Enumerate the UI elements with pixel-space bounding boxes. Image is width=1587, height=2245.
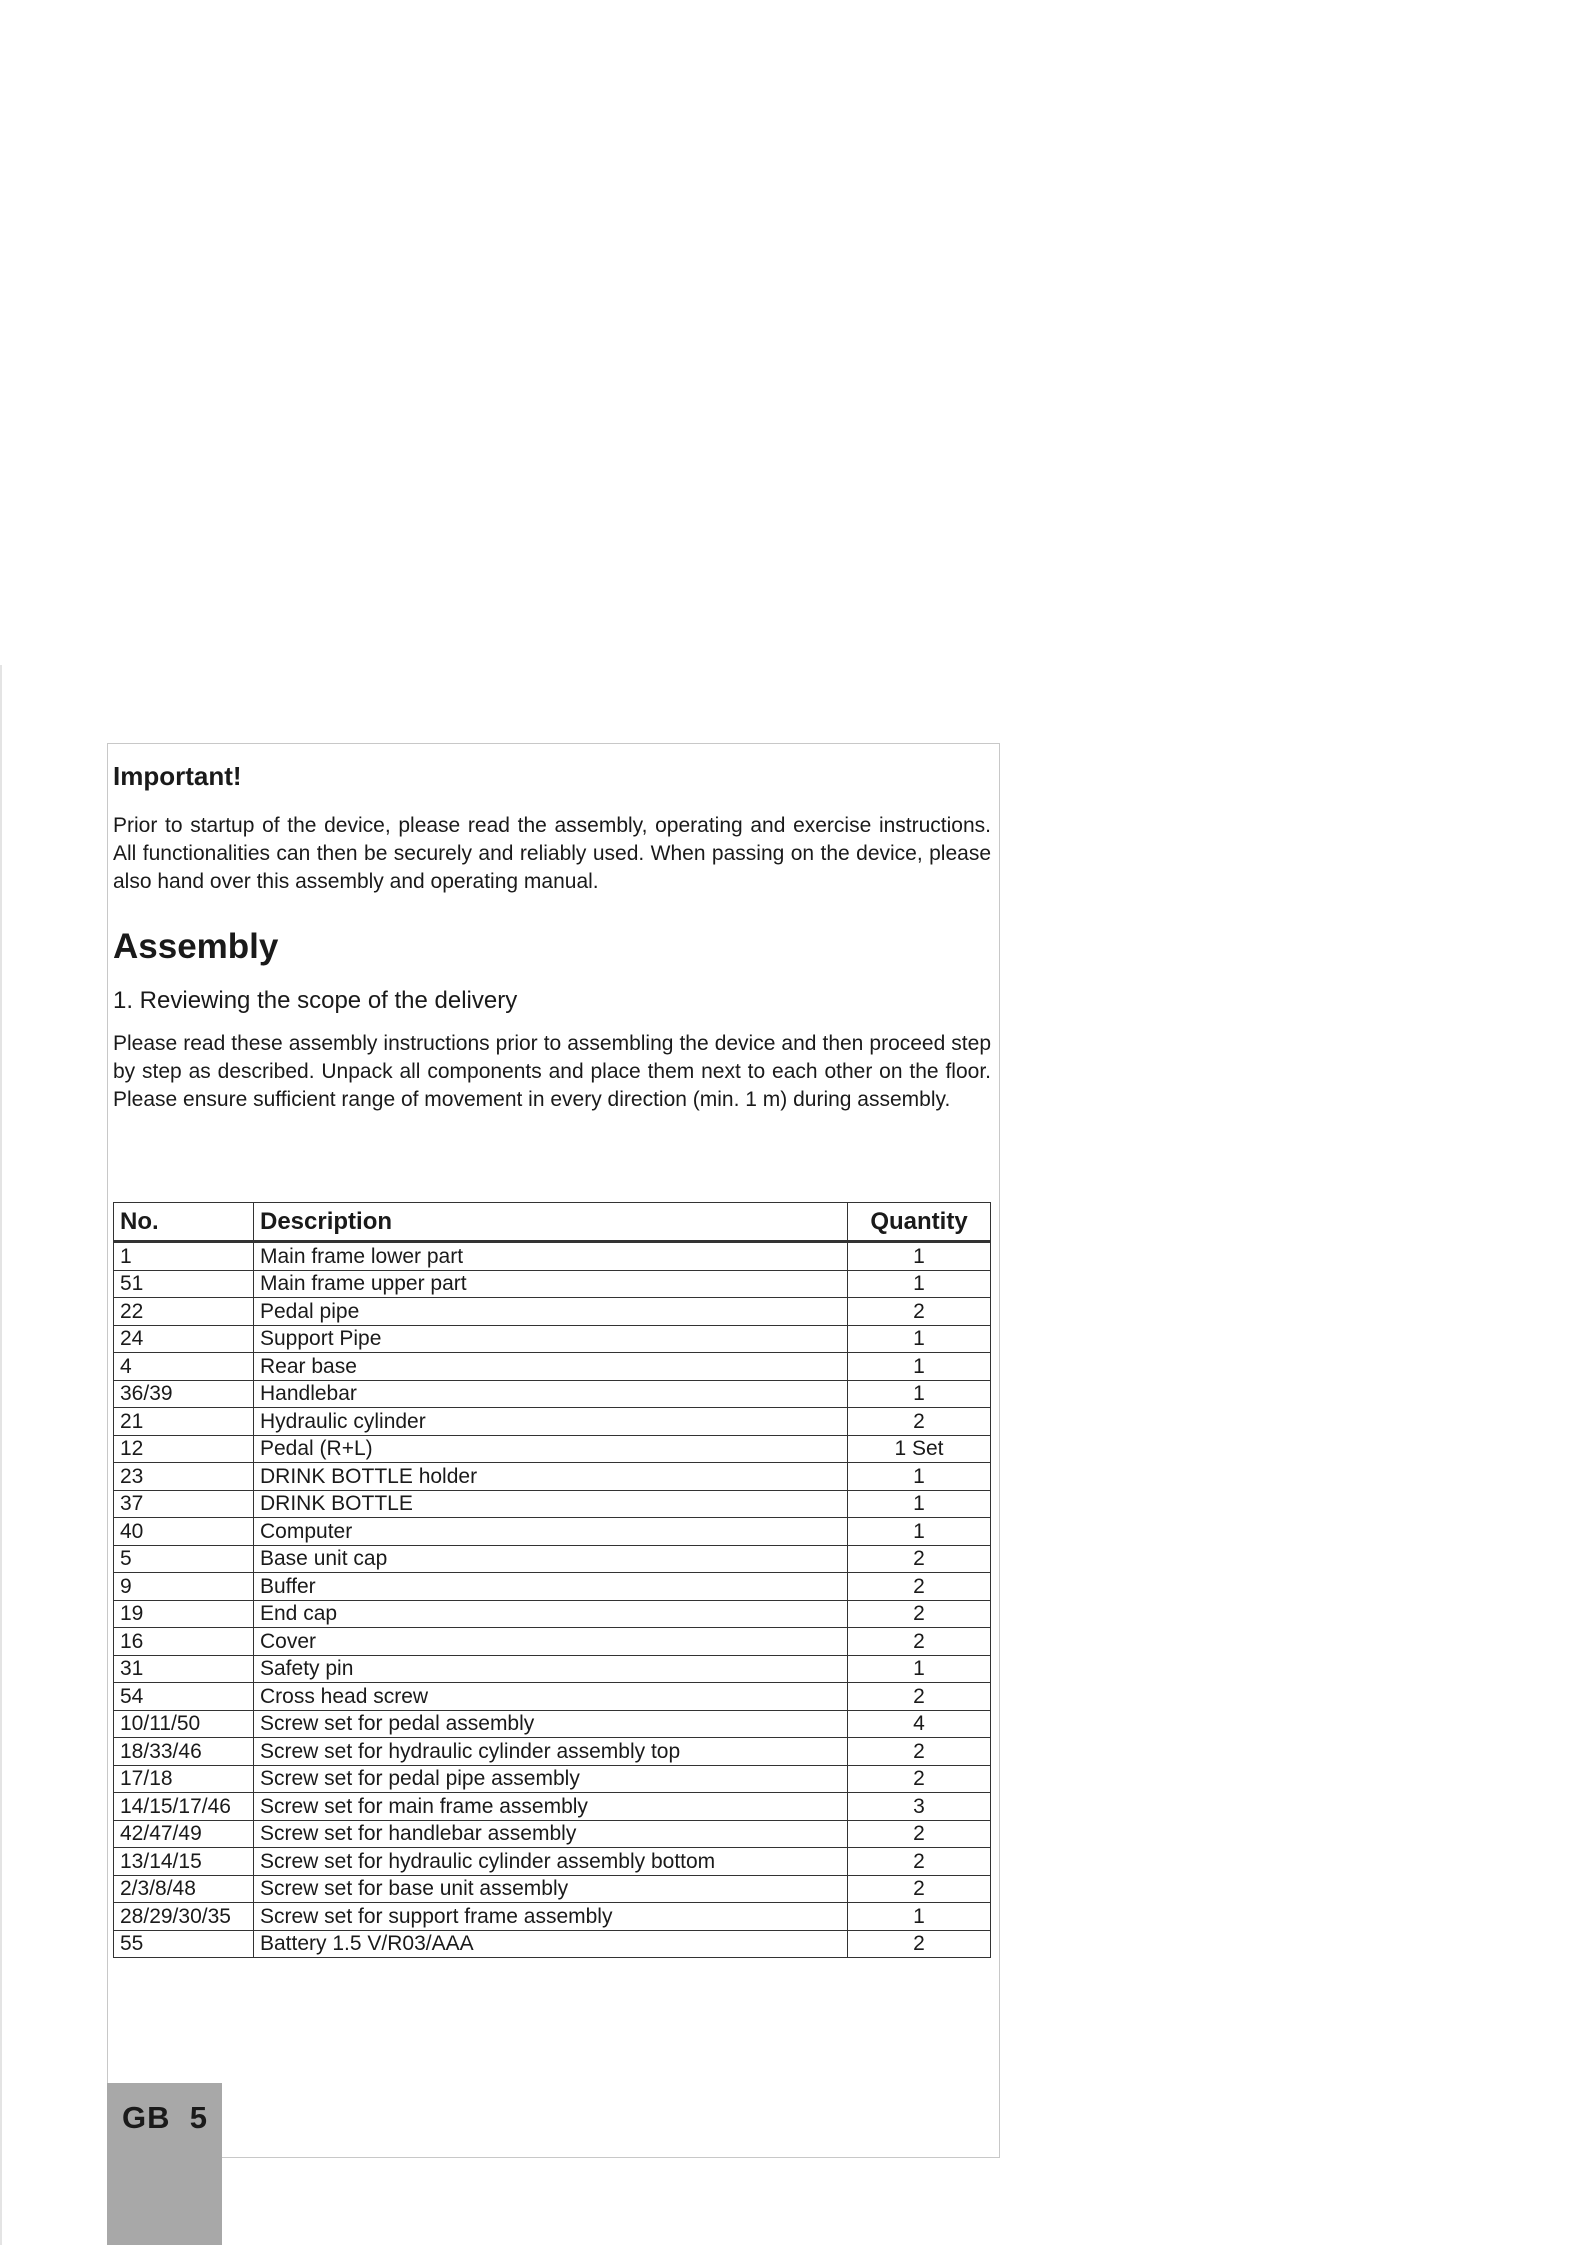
- cell-no: 19: [114, 1600, 254, 1628]
- cell-description: Computer: [254, 1518, 848, 1546]
- cell-description: Hydraulic cylinder: [254, 1408, 848, 1436]
- table-row: [114, 1655, 991, 1683]
- cell-quantity: 2: [848, 1683, 991, 1711]
- cell-description: Screw set for main frame assembly: [254, 1793, 848, 1821]
- cell-description: Cover: [254, 1628, 848, 1656]
- cell-description: Main frame upper part: [254, 1270, 848, 1298]
- cell-quantity: 2: [848, 1765, 991, 1793]
- table-row: [114, 1848, 991, 1876]
- cell-quantity: 1: [848, 1903, 991, 1931]
- table-row: [114, 1545, 991, 1573]
- cell-quantity: 1: [848, 1353, 991, 1381]
- cell-description: Screw set for base unit assembly: [254, 1875, 848, 1903]
- cell-description: Screw set for hydraulic cylinder assembly bottom: [254, 1848, 848, 1876]
- table-row: [114, 1710, 991, 1738]
- cell-description: DRINK BOTTLE: [254, 1490, 848, 1518]
- cell-quantity: 2: [848, 1408, 991, 1436]
- cell-description: Screw set for support frame assembly: [254, 1903, 848, 1931]
- cell-no: 16: [114, 1628, 254, 1656]
- cell-quantity: 2: [848, 1600, 991, 1628]
- cell-description: Pedal (R+L): [254, 1435, 848, 1463]
- table-row: [114, 1518, 991, 1546]
- cell-no: 5: [114, 1545, 254, 1573]
- text-content: [113, 760, 991, 1114]
- parts-table: [113, 1202, 991, 1958]
- cell-description: Base unit cap: [254, 1545, 848, 1573]
- cell-quantity: 1: [848, 1490, 991, 1518]
- cell-quantity: 1: [848, 1380, 991, 1408]
- cell-no: 51: [114, 1270, 254, 1298]
- table-row: [114, 1353, 991, 1381]
- table-row: [114, 1325, 991, 1353]
- cell-description: Handlebar: [254, 1380, 848, 1408]
- cell-quantity: 2: [848, 1875, 991, 1903]
- table-row: [114, 1765, 991, 1793]
- cell-description: Screw set for pedal pipe assembly: [254, 1765, 848, 1793]
- table-row: [114, 1298, 991, 1326]
- cell-no: 18/33/46: [114, 1738, 254, 1766]
- table-header-row: [114, 1203, 991, 1242]
- cell-quantity: 1: [848, 1325, 991, 1353]
- cell-quantity: 3: [848, 1793, 991, 1821]
- table-row: [114, 1683, 991, 1711]
- page-edge-line: [0, 665, 2, 2245]
- cell-quantity: 1: [848, 1518, 991, 1546]
- cell-description: Main frame lower part: [254, 1242, 848, 1271]
- cell-no: 17/18: [114, 1765, 254, 1793]
- important-text: Prior to startup of the device, please read the assembly, operating and exercise instructions. All functionalities can then be securely and reliably used. When passing on the device, please also hand over this assembly and operating manual.: [113, 814, 991, 893]
- cell-no: 40: [114, 1518, 254, 1546]
- cell-quantity: 1: [848, 1655, 991, 1683]
- cell-quantity: 1: [848, 1270, 991, 1298]
- header-quantity: Quantity: [848, 1203, 991, 1242]
- cell-quantity: 1: [848, 1242, 991, 1271]
- assembly-text: Please read these assembly instructions prior to assembling the device and then proceed step by step as described. Unpack all components and place them next to each other on the floor. Please ensure sufficient range of movement in every direction (min. 1 m) during assembly.: [113, 1032, 991, 1111]
- cell-quantity: 1 Set: [848, 1435, 991, 1463]
- cell-description: Battery 1.5 V/R03/AAA: [254, 1930, 848, 1958]
- cell-quantity: 2: [848, 1738, 991, 1766]
- cell-description: Pedal pipe: [254, 1298, 848, 1326]
- table-row: [114, 1903, 991, 1931]
- cell-description: End cap: [254, 1600, 848, 1628]
- assembly-heading: Assembly: [113, 927, 279, 966]
- table-row: [114, 1242, 991, 1271]
- cell-description: Buffer: [254, 1573, 848, 1601]
- cell-quantity: 2: [848, 1820, 991, 1848]
- header-description: Description: [254, 1203, 848, 1242]
- cell-no: 36/39: [114, 1380, 254, 1408]
- cell-description: Screw set for handlebar assembly: [254, 1820, 848, 1848]
- cell-no: 21: [114, 1408, 254, 1436]
- cell-quantity: 2: [848, 1628, 991, 1656]
- cell-description: DRINK BOTTLE holder: [254, 1463, 848, 1491]
- cell-no: 42/47/49: [114, 1820, 254, 1848]
- table-row: [114, 1270, 991, 1298]
- table-row: [114, 1435, 991, 1463]
- cell-no: 4: [114, 1353, 254, 1381]
- cell-no: 14/15/17/46: [114, 1793, 254, 1821]
- table-row: [114, 1930, 991, 1958]
- table-row: [114, 1793, 991, 1821]
- cell-no: 54: [114, 1683, 254, 1711]
- table-row: [114, 1738, 991, 1766]
- cell-no: 31: [114, 1655, 254, 1683]
- cell-description: Support Pipe: [254, 1325, 848, 1353]
- subsection-title: 1. Reviewing the scope of the delivery: [113, 987, 518, 1014]
- cell-no: 10/11/50: [114, 1710, 254, 1738]
- cell-no: 23: [114, 1463, 254, 1491]
- table-row: [114, 1463, 991, 1491]
- cell-quantity: 2: [848, 1930, 991, 1958]
- important-heading: Important!: [113, 761, 242, 791]
- cell-no: 13/14/15: [114, 1848, 254, 1876]
- cell-description: Rear base: [254, 1353, 848, 1381]
- cell-no: 9: [114, 1573, 254, 1601]
- cell-description: Cross head screw: [254, 1683, 848, 1711]
- cell-no: 55: [114, 1930, 254, 1958]
- table-row: [114, 1875, 991, 1903]
- header-no: No.: [114, 1203, 254, 1242]
- cell-quantity: 2: [848, 1573, 991, 1601]
- cell-description: Safety pin: [254, 1655, 848, 1683]
- cell-no: 24: [114, 1325, 254, 1353]
- table-row: [114, 1573, 991, 1601]
- table-row: [114, 1628, 991, 1656]
- page-number: GB 5: [122, 2100, 208, 2135]
- cell-no: 2/3/8/48: [114, 1875, 254, 1903]
- cell-no: 28/29/30/35: [114, 1903, 254, 1931]
- cell-no: 1: [114, 1242, 254, 1271]
- table-row: [114, 1600, 991, 1628]
- table-row: [114, 1380, 991, 1408]
- cell-no: 12: [114, 1435, 254, 1463]
- cell-no: 22: [114, 1298, 254, 1326]
- cell-quantity: 2: [848, 1545, 991, 1573]
- cell-quantity: 2: [848, 1298, 991, 1326]
- cell-description: Screw set for hydraulic cylinder assembly top: [254, 1738, 848, 1766]
- table-row: [114, 1490, 991, 1518]
- cell-description: Screw set for pedal assembly: [254, 1710, 848, 1738]
- cell-quantity: 1: [848, 1463, 991, 1491]
- cell-no: 37: [114, 1490, 254, 1518]
- table-row: [114, 1820, 991, 1848]
- cell-quantity: 4: [848, 1710, 991, 1738]
- table-row: [114, 1408, 991, 1436]
- cell-quantity: 2: [848, 1848, 991, 1876]
